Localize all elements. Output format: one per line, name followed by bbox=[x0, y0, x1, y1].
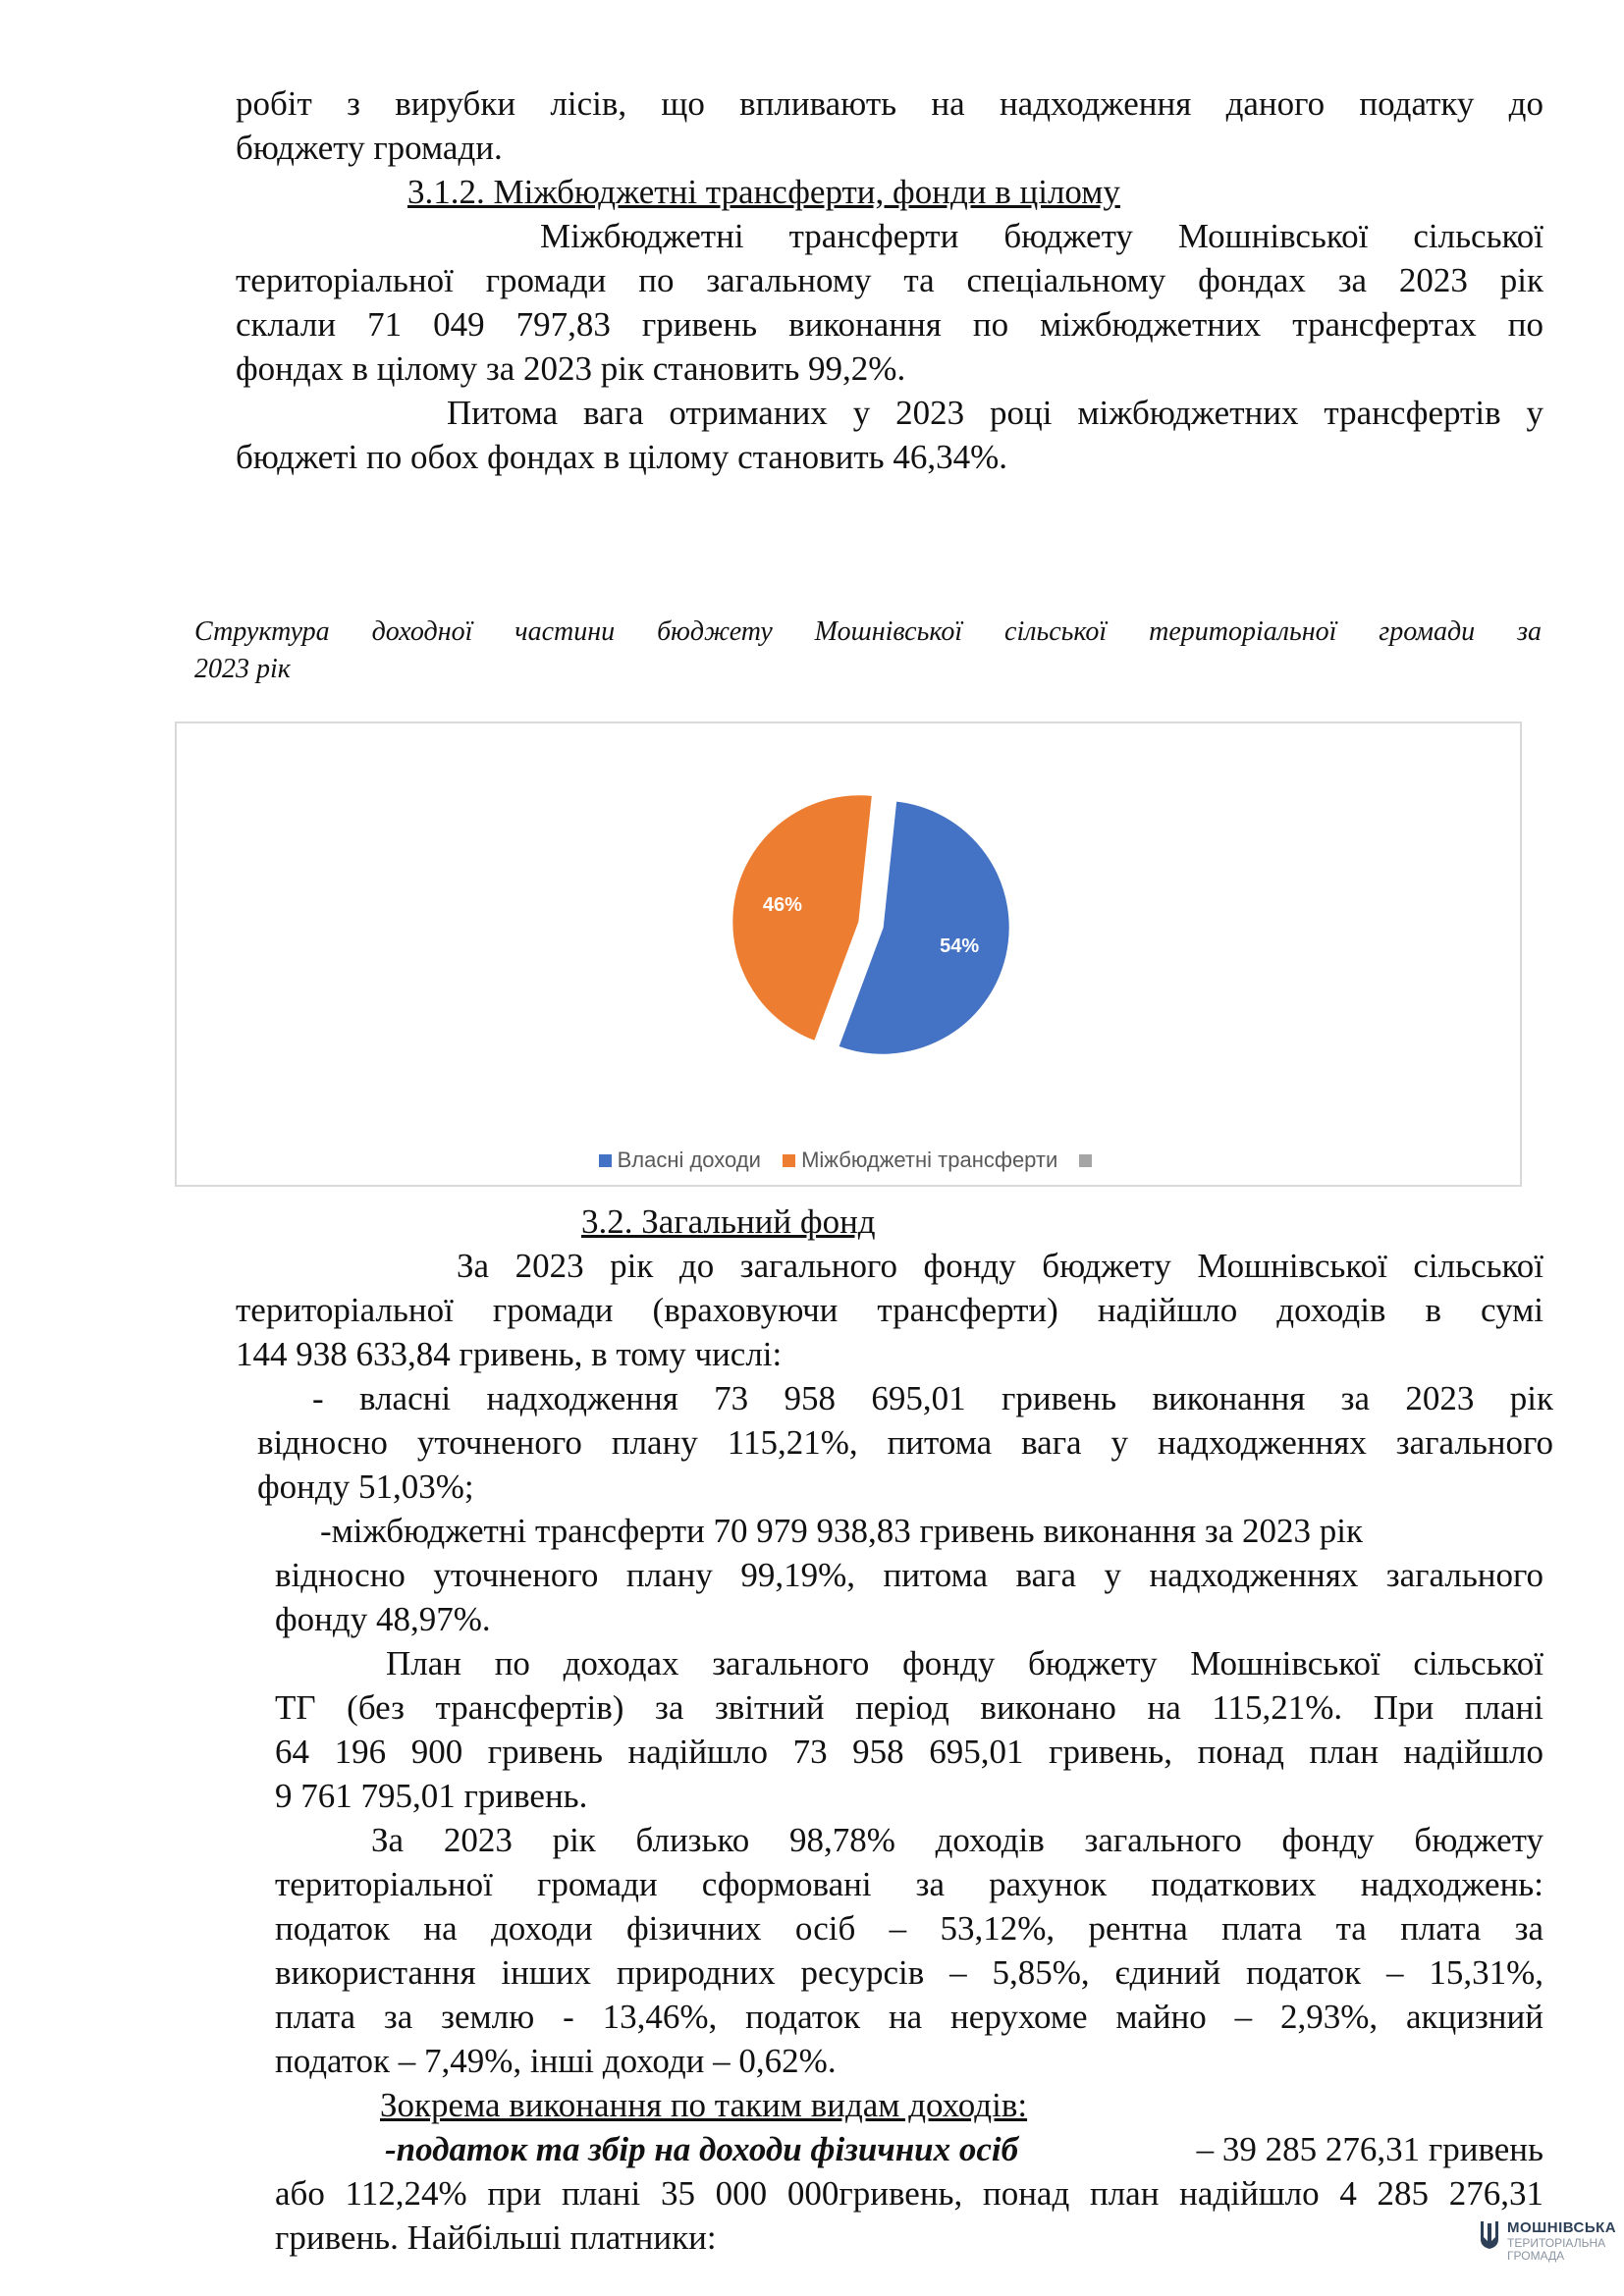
logo-subtitle: ТЕРИТОРІАЛЬНА ГРОМАДА bbox=[1507, 2236, 1606, 2263]
text-line: склали 71 049 797,83 гривень виконання по міжбюджетних трансфертах по bbox=[236, 305, 1543, 344]
text-line: плата за землю - 13,46%, податок на нерухоме майно – 2,93%, акцизний bbox=[275, 1998, 1543, 2036]
subheading: Зокрема виконання по таким видам доходів: bbox=[380, 2086, 1028, 2124]
legend-item bbox=[1079, 1148, 1098, 1173]
pie-chart bbox=[175, 721, 1522, 1187]
pie-slice-label: 46% bbox=[762, 893, 802, 916]
text-line: фондах в цілому за 2023 рік становить 99,2%. bbox=[236, 349, 906, 388]
text-line: бюджету громади. bbox=[236, 129, 503, 167]
text-line bbox=[385, 2127, 1543, 2171]
list-item: - власні надходження 73 958 695,01 гривень виконання за 2023 рік bbox=[312, 1379, 1553, 1417]
text-line: бюджеті по обох фондах в цілому становить 46,34%. bbox=[236, 438, 1008, 476]
legend-item bbox=[599, 1148, 761, 1173]
text-line: територіальної громади (враховуючи трансферти) надійшло доходів в сумі bbox=[236, 1291, 1543, 1329]
income-type-bold: -податок та збір на доходи фізичних осіб bbox=[385, 2130, 1019, 2168]
text-line: використання інших природних ресурсів – 5,85%, єдиний податок – 15,31%, bbox=[275, 1953, 1543, 1992]
text-line: 144 938 633,84 гривень, в тому числі: bbox=[236, 1335, 783, 1373]
text-line: За 2023 рік до загального фонду бюджету Мошнівської сільської bbox=[457, 1247, 1543, 1285]
pie-slice bbox=[731, 794, 873, 1041]
text-line: ТГ (без трансфертів) за звітний період виконано на 115,21%. При плані bbox=[275, 1688, 1543, 1727]
text-line: відносно уточненого плану 115,21%, питома вага у надходженнях загального bbox=[257, 1423, 1553, 1462]
text-line: 9 761 795,01 гривень. bbox=[275, 1777, 588, 1815]
legend-swatch bbox=[783, 1154, 795, 1167]
text-line: Питома вага отриманих у 2023 році міжбюджетних трансфертів у bbox=[447, 394, 1543, 432]
pie-slice-label: 54% bbox=[940, 935, 980, 958]
text-line: фонду 51,03%; bbox=[257, 1468, 474, 1506]
text-line: податок – 7,49%, інші доходи – 0,62%. bbox=[275, 2042, 837, 2080]
text-line: фонду 48,97%. bbox=[275, 1600, 491, 1638]
community-logo bbox=[1478, 2214, 1615, 2272]
text-line: 64 196 900 гривень надійшло 73 958 695,01 гривень, понад план надійшло bbox=[275, 1733, 1543, 1771]
text-line: робіт з вирубки лісів, що впливають на надходження даного податку до bbox=[236, 84, 1543, 123]
text-line: відносно уточненого плану 99,19%, питома вага у надходженнях загального bbox=[275, 1556, 1543, 1594]
text-line: територіальної громади по загальному та спеціальному фондах за 2023 рік bbox=[236, 261, 1543, 299]
text-line: Міжбюджетні трансферти бюджету Мошнівської сільської bbox=[540, 217, 1543, 255]
chart-caption: 2023 рік bbox=[194, 654, 291, 684]
text-line: План по доходах загального фонду бюджету Мошнівської сільської bbox=[386, 1644, 1543, 1682]
legend-item bbox=[783, 1148, 1057, 1173]
text-line: За 2023 рік близько 98,78% доходів загального фонду бюджету bbox=[371, 1821, 1543, 1859]
text-line: територіальної громади сформовані за рахунок податкових надходжень: bbox=[275, 1865, 1543, 1903]
section-heading-3-2: 3.2. Загальний фонд bbox=[581, 1202, 876, 1241]
text-line: гривень. Найбільші платники: bbox=[275, 2218, 717, 2257]
text-line: або 112,24% при плані 35 000 000гривень, понад план надійшло 4 285 276,31 bbox=[275, 2174, 1543, 2213]
section-heading-3-1-2: 3.1.2. Міжбюджетні трансферти, фонди в цілому bbox=[407, 173, 1120, 211]
legend-label: Міжбюджетні трансферти bbox=[801, 1148, 1058, 1172]
legend-swatch bbox=[599, 1154, 612, 1167]
logo-title: МОШНІВСЬКА bbox=[1507, 2219, 1617, 2236]
chart-legend bbox=[177, 1148, 1520, 1173]
pie-chart-svg bbox=[177, 723, 1520, 1136]
list-item: -міжбюджетні трансферти 70 979 938,83 гривень виконання за 2023 рік bbox=[320, 1512, 1363, 1550]
legend-label: Власні доходи bbox=[617, 1148, 761, 1172]
income-amount: – 39 285 276,31 гривень bbox=[1196, 2130, 1543, 2168]
text-line: податок на доходи фізичних осіб – 53,12%, рентна плата та плата за bbox=[275, 1909, 1543, 1948]
chart-caption: Структура доходної частини бюджету Мошнівської сільської територіальної громади за bbox=[194, 616, 1542, 647]
trident-icon bbox=[1478, 2219, 1501, 2251]
legend-swatch bbox=[1079, 1154, 1092, 1167]
